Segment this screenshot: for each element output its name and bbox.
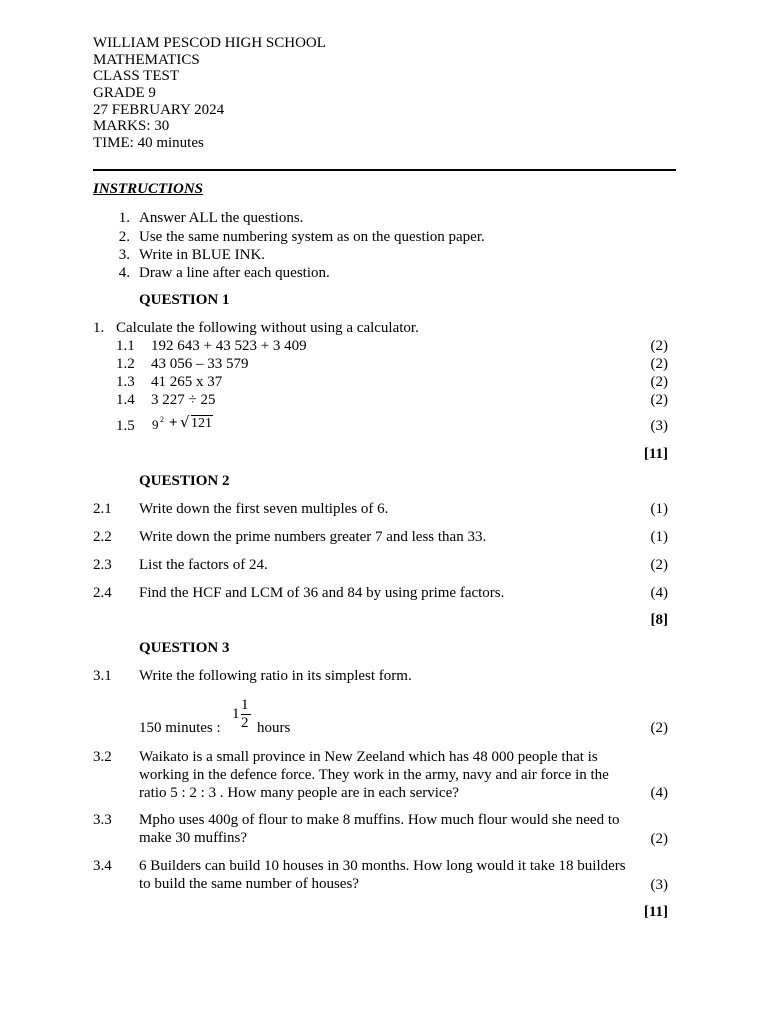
total-marks: MARKS: 30 [93, 118, 170, 134]
item-number: 3.2 [93, 749, 112, 765]
item-mark: (2) [650, 392, 668, 408]
instruction-text: Draw a line after each question. [139, 265, 330, 281]
item-number: 1.2 [116, 356, 135, 372]
item-mark: (3) [650, 877, 668, 893]
math-exponent: 2 [160, 415, 164, 424]
item-mark: (3) [650, 418, 668, 434]
grade: GRADE 9 [93, 85, 156, 101]
math-base: 9 [152, 417, 159, 432]
item-text: 192 643 + 43 523 + 3 409 [151, 338, 307, 354]
fraction-numerator: 1 [241, 697, 249, 713]
item-text: Write down the prime numbers greater 7 and less than 33. [139, 529, 487, 545]
question-1-title: QUESTION 1 [139, 292, 230, 308]
subject: MATHEMATICS [93, 52, 200, 68]
item-text: make 30 muffins? [139, 830, 248, 846]
school-name: WILLIAM PESCOD HIGH SCHOOL [93, 35, 326, 51]
item-text: ratio 5 : 2 : 3 . How many people are in each service? [139, 785, 459, 801]
fraction-whole: 1 [232, 706, 240, 722]
time-allowed: TIME: 40 minutes [93, 135, 204, 151]
item-number: 3.1 [93, 668, 112, 684]
item-number: 1.4 [116, 392, 135, 408]
ratio-unit: hours [257, 720, 291, 736]
item-number: 3.3 [93, 812, 112, 828]
item-text: 3 227 ÷ 25 [151, 392, 216, 408]
plus-sign: + [169, 415, 178, 431]
item-text: 43 056 – 33 579 [151, 356, 249, 372]
item-mark: (1) [650, 529, 668, 545]
item-mark: (2) [650, 557, 668, 573]
item-number: 2.3 [93, 557, 112, 573]
instructions-title: INSTRUCTIONS [93, 181, 204, 197]
item-mark: (2) [650, 338, 668, 354]
question-3-title: QUESTION 3 [139, 640, 230, 656]
ratio-left: 150 minutes : [139, 720, 221, 736]
item-number: 1.5 [116, 418, 135, 434]
item-number: 1.1 [116, 338, 135, 354]
instruction-number: 4. [118, 265, 130, 281]
item-number: 2.2 [93, 529, 112, 545]
question-2-total: [8] [650, 612, 668, 628]
item-mark: (2) [650, 831, 668, 847]
header-divider [93, 169, 676, 171]
item-text: working in the defence force. They work in the army, navy and air force in the [139, 767, 609, 783]
item-mark: (2) [650, 374, 668, 390]
instruction-text: Answer ALL the questions. [139, 210, 304, 226]
item-number: 1.3 [116, 374, 135, 390]
item-mark: (2) [650, 720, 668, 736]
item-text: Waikato is a small province in New Zeeland which has 48 000 people that is [139, 749, 598, 765]
item-mark: (1) [650, 501, 668, 517]
instruction-text: Write in BLUE INK. [139, 247, 266, 263]
item-number: 2.4 [93, 585, 112, 601]
instruction-number: 2. [118, 229, 130, 245]
item-text: Write down the first seven multiples of 6. [139, 501, 389, 517]
item-number: 3.4 [93, 858, 112, 874]
mixed-fraction [232, 697, 254, 737]
radicand: 121 [191, 416, 212, 431]
test-type: CLASS TEST [93, 68, 179, 84]
fraction-denominator: 2 [241, 715, 249, 731]
question-1-total: [11] [643, 446, 668, 462]
item-text: Mpho uses 400g of flour to make 8 muffins. How much flour would she need to [139, 812, 620, 828]
item-mark: (4) [650, 585, 668, 601]
item-text: to build the same number of houses? [139, 876, 359, 892]
instruction-number: 3. [118, 247, 130, 263]
question-1-intro: Calculate the following without using a calculator. [116, 320, 419, 336]
radical-sign: √ [180, 413, 190, 431]
item-text: 6 Builders can build 10 houses in 30 months. How long would it take 18 builders [139, 858, 626, 874]
item-text: Write the following ratio in its simplest form. [139, 668, 412, 684]
test-date: 27 FEBRUARY 2024 [93, 102, 225, 118]
question-3-total: [11] [643, 904, 668, 920]
item-text: 41 265 x 37 [151, 374, 223, 390]
instruction-text: Use the same numbering system as on the question paper. [139, 229, 485, 245]
item-text: Find the HCF and LCM of 36 and 84 by using prime factors. [139, 585, 505, 601]
item-mark: (2) [650, 356, 668, 372]
instruction-number: 1. [118, 210, 130, 226]
item-mark: (4) [650, 785, 668, 801]
question-2-title: QUESTION 2 [139, 473, 230, 489]
item-text: List the factors of 24. [139, 557, 268, 573]
item-number: 2.1 [93, 501, 112, 517]
question-1-number: 1. [93, 320, 105, 336]
